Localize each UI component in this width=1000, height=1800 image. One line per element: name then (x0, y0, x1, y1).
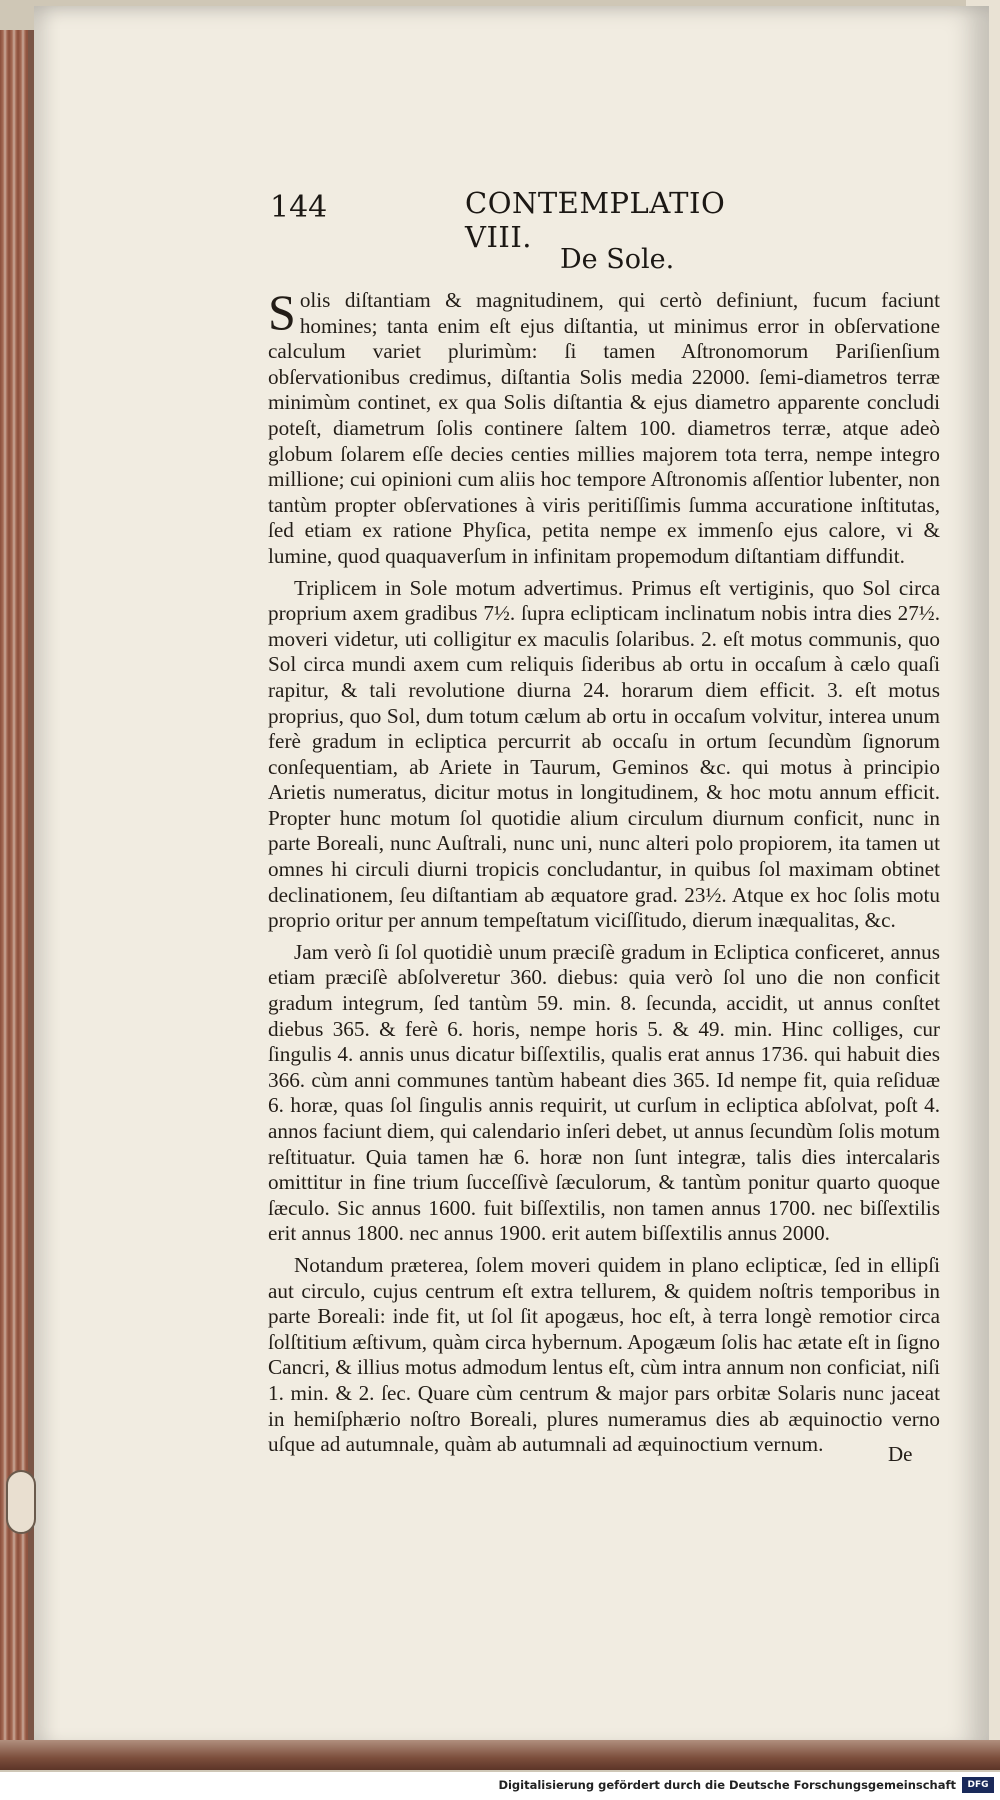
book-bottom-edge (0, 1740, 1000, 1770)
page-header (270, 180, 770, 254)
page-number: 144 (270, 190, 328, 225)
paragraph-1-text: olis diſtantiam & magnitudinem, qui certò definiunt, fucum faciunt homines; tanta enim eſt ejus diſtantia, ut minimus error in obſervatione calculum variet plurimùm: ſi tamen Aſtronomorum Pariſienſium obſervationibus credimus, diſtantia Solis media 22000. ſemi-diametros terræ minimùm continet, ex qua Solis diſtantia & ejus diametro apparente concludi poteſt, diametrum ſolis continere ſaltem 100. diametros terræ, atque adeò globum ſolarem eſſe decies centies millies majorem tota terra, nempe integro millione; cui opinioni cum aliis hoc tempore Aſtronomis aſſentior lubenter, non tantùm propter obſervationes à viris peritiſſimis ſumma accuratione inſtitutas, ſed etiam ex ratione Phyſica, petita nempe ex immenſo ejus calore, vi & lumine, quod quaquaverſum in infinitam propemodum diſtantiam diffundit. (268, 288, 940, 568)
paragraph-2: Triplicem in Sole motum advertimus. Primus eſt vertiginis, quo Sol circa proprium axem gradibus 7½. ſupra eclipticam inclinatum nobis intra dies 27½. moveri videtur, uti colligitur ex maculis ſolaribus. 2. eſt motus communis, quo Sol circa mundi axem cum reliquis ſideribus ab ortu in occaſum à cælo quaſi rapitur, & tali revolutione diurna 24. horarum diem efficit. 3. eſt motus proprius, quo Sol, dum totum cælum ab ortu in occaſum volvitur, interea unum ferè gradum in ecliptica percurrit ab occaſu in ortum ſecundùm ſignorum conſequentiam, ab Ariete in Taurum, Geminos &c. qui motus à principio Arietis numeratus, dicitur motus in longitudinem, & hoc motu annum efficit. Propter hunc motum ſol quotidie alium circulum diurnum conficit, nunc in parte Boreali, nunc Auſtrali, nunc uni, nunc alteri polo propiorem, ita tamen ut omnes hi circuli diurni tropicis concludantur, in quibus ſol maximam obtinet declinationem, ſeu diſtantiam ab æquatore grad. 23½. Atque ex hoc ſolis motu proprio oritur per annum tempeſtatum viciſſitudo, dierum inæqualitas, &c. (268, 575, 940, 933)
footer-credit: Digitalisierung gefördert durch die Deutsche Forschungsgemeinschaft (498, 1778, 956, 1792)
catchword: De (888, 1442, 913, 1466)
paragraph-1 (268, 284, 940, 570)
running-title: CONTEMPLATIO VIII. (465, 186, 726, 254)
paragraph-4: Notandum præterea, ſolem moveri quidem in plano eclipticæ, ſed in ellipſi aut circulo, cujus centrum eſt extra tellurem, & quidem noſtris temporibus in parte Boreali: inde fit, ut ſol ſit apogæus, hoc eſt, à terra longè remotior circa ſolſtitium æſtivum, quàm circa hybernum. Apogæum ſolis hac ætate eſt in ſigno Cancri, & illius motus admodum lentus eſt, cùm intra annum non conficiat, niſi 1. min. & 2. ſec. Quare cùm centrum & major pars orbitæ Solaris nunc jaceat in hemiſphærio noſtro Boreali, plures numeramus dies ab æquinoctio verno uſque ad autumnale, quàm ab autumnali ad æquinoctium vernum. (268, 1252, 940, 1457)
paragraph-3: Jam verò ſi ſol quotidiè unum præciſè gradum in Ecliptica conficeret, annus etiam præciſè abſolveretur 360. diebus: quia verò ſol uno die non conficit gradum integrum, ſed tantùm 59. min. 8. ſecunda, accidit, ut annus conſtet diebus 365. & ferè 6. horis, nempe horis 5. & 49. min. Hinc colliges, cur ſingulis 4. annis unus dicatur biſſextilis, qualis erat annus 1736. qui habuit dies 366. cùm anni communes tantùm habeant dies 365. Id nempe fit, quia reſiduæ 6. horæ, quas ſol ſingulis annis requirit, ut curſum in ecliptica abſolvat, poſt 4. annos faciunt diem, qui calendario inſeri debet, ut annus ſecundùm ſolis motum reſtituatur. Quia tamen hæ 6. horæ non ſunt integræ, talis dies intercalaris omittitur in fine trium ſucceſſivè ſæculorum, & tantùm ponitur quarto quoque ſæculo. Sic annus 1600. fuit biſſextilis, non tamen annus 1700. nec biſſextilis erit annus 1800. nec annus 1900. erit autem biſſextilis annus 2000. (268, 939, 940, 1246)
section-title: De Sole. (560, 244, 675, 275)
page-tab-marker (6, 1470, 36, 1534)
dfg-logo: DFG (962, 1777, 994, 1793)
drop-cap: S (268, 284, 296, 340)
body-text (268, 284, 940, 1464)
footer-bar (0, 1772, 1000, 1800)
